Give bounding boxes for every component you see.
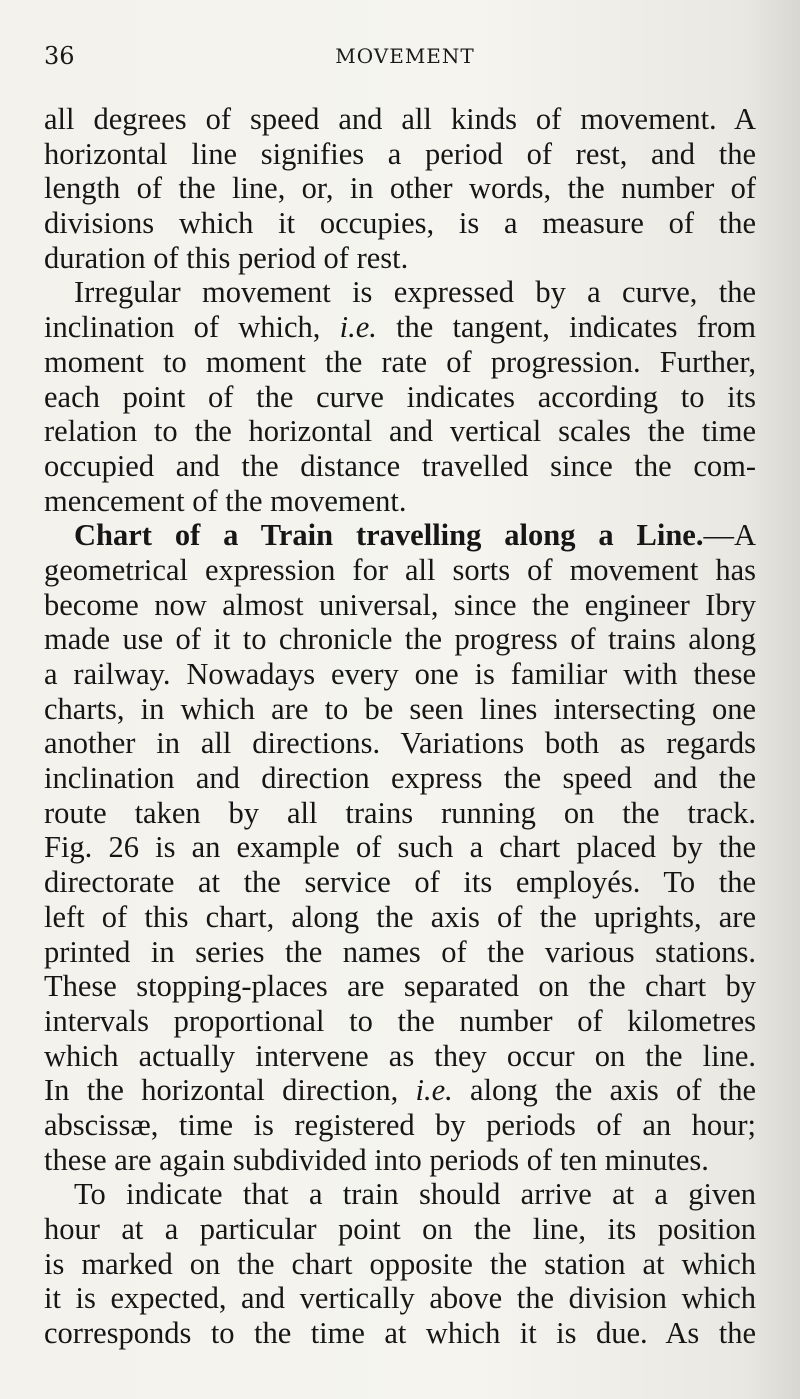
text-line: mencement of the movement.: [44, 483, 407, 518]
text-line: abscissæ, time is registered by periods of an hour;: [44, 1107, 756, 1142]
text-line: occupied and the distance travelled since the com-: [44, 448, 756, 483]
text-line: corresponds to the time at which it is due. As the: [44, 1316, 756, 1351]
text-line: Chart of a Train travelling along a Line.—A: [74, 518, 756, 553]
text-line: inclination and direction express the speed and the: [44, 761, 756, 796]
text-line: all degrees of speed and all kinds of movement. A: [44, 102, 756, 136]
body-text: [44, 102, 756, 1351]
text-line: horizontal line signifies a period of rest, and the: [44, 136, 756, 171]
italic-abbrev: i.e.: [415, 1073, 453, 1108]
text-line: a railway. Nowadays every one is familiar with these: [44, 657, 756, 691]
text-line: duration of this period of rest.: [44, 240, 409, 275]
text-line: intervals proportional to the number of kilometres: [44, 1003, 756, 1038]
text-line: relation to the horizontal and vertical scales the time: [44, 414, 756, 449]
text-line: each point of the curve indicates according to its: [44, 379, 756, 414]
text-line: directorate at the service of its employés. To the: [44, 865, 756, 900]
text-line: In the horizontal direction, i.e. along the axis of the: [44, 1073, 756, 1108]
text-line: These stopping-places are separated on the chart by: [44, 969, 756, 1004]
text-line: length of the line, or, in other words, the number of: [44, 171, 756, 206]
page-number: 36: [44, 42, 75, 70]
italic-abbrev: i.e.: [339, 310, 377, 345]
text-line: hour at a particular point on the line, its position: [44, 1212, 756, 1246]
section-heading: Chart of a Train travelling along a Line.: [74, 518, 704, 553]
text-line: which actually intervene as they occur on the line.: [44, 1038, 756, 1073]
text-line: inclination of which, i.e. the tangent, indicates from: [44, 310, 756, 345]
text-line: these are again subdivided into periods of ten minutes.: [44, 1142, 709, 1177]
text-line: become now almost universal, since the engineer Ibry: [44, 587, 756, 622]
text-line: printed in series the names of the various stations.: [44, 934, 756, 969]
text-line: moment to moment the rate of progression. Further,: [44, 344, 756, 379]
text-line: Fig. 26 is an example of such a chart placed by the: [44, 830, 756, 865]
text-line: another in all directions. Variations both as regards: [44, 726, 756, 761]
text-line: To indicate that a train should arrive at a given: [74, 1177, 756, 1212]
text-line: charts, in which are to be seen lines intersecting one: [44, 691, 756, 726]
page-header: [44, 42, 756, 76]
text-line: Irregular movement is expressed by a curve, the: [74, 275, 756, 310]
text-line: divisions which it occupies, is a measure of the: [44, 206, 756, 241]
text-line: made use of it to chronicle the progress of trains along: [44, 622, 756, 657]
text-line: left of this chart, along the axis of the uprights, are: [44, 899, 756, 934]
running-head: MOVEMENT: [335, 44, 475, 68]
text-line: route taken by all trains running on the track.: [44, 795, 756, 830]
text-line: it is expected, and vertically above the division which: [44, 1281, 756, 1316]
text-line: geometrical expression for all sorts of movement has: [44, 552, 756, 587]
text-line: is marked on the chart opposite the station at which: [44, 1246, 756, 1281]
